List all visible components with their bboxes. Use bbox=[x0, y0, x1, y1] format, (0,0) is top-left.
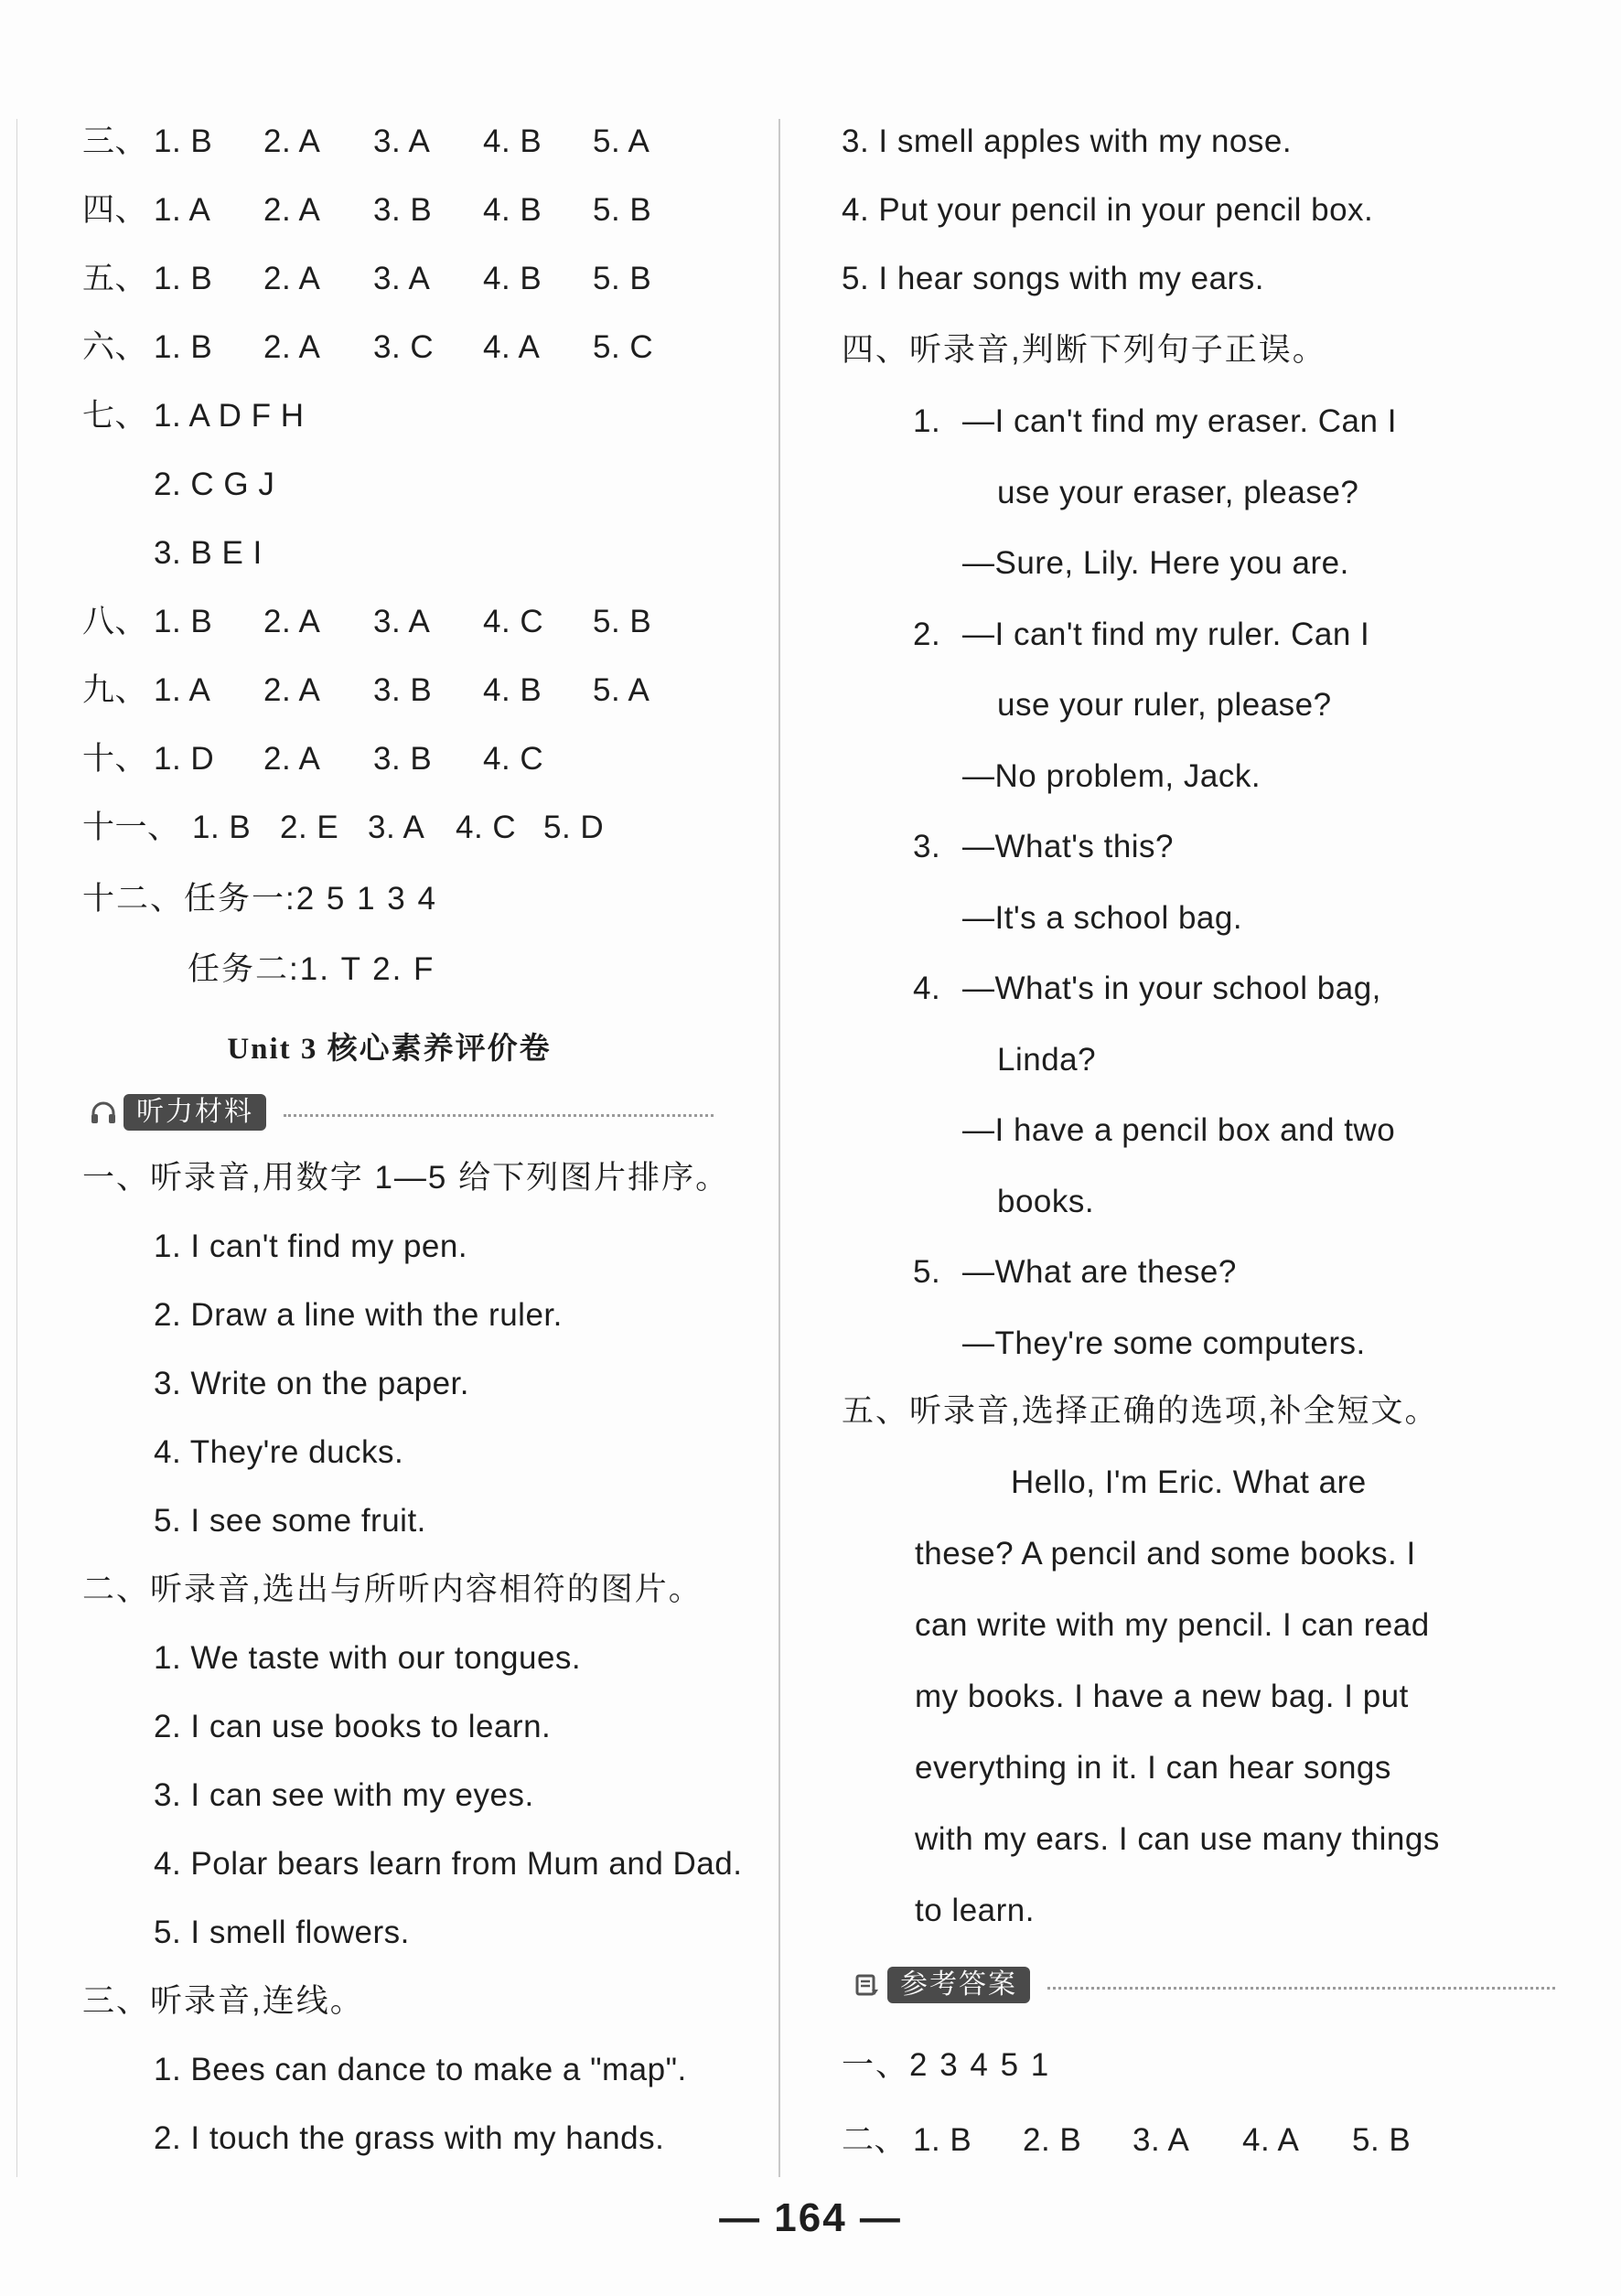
answer-row bbox=[82, 467, 275, 502]
task-row-2: 任务二:1. T 2. F bbox=[188, 951, 435, 987]
answer-badge: 参考答案 bbox=[887, 1967, 1030, 2003]
answer-item: 3. A bbox=[373, 604, 431, 639]
answer-item: 4. B bbox=[483, 261, 542, 296]
q1-title: 一、听录音,用数字 1—5 给下列图片排序。 bbox=[82, 1160, 730, 1196]
answer-item: 3. B bbox=[373, 672, 433, 708]
answer-item: 2. B bbox=[1023, 2122, 1082, 2158]
answer-item: 3. C bbox=[373, 329, 435, 365]
answer-item: 1. B bbox=[913, 2122, 972, 2158]
answer-item: 1. B bbox=[192, 810, 252, 845]
q4-dialogue-line: —What's in your school bag, bbox=[962, 971, 1381, 1006]
answer-row bbox=[82, 743, 593, 775]
q4-dialogue-line: —It's a school bag. bbox=[962, 899, 1243, 936]
q4-dialogue-line: books. bbox=[997, 1183, 1095, 1219]
answer-item: 3. B bbox=[373, 741, 433, 777]
q5-passage-line: with my ears. I can use many things bbox=[915, 1821, 1440, 1857]
answer-row-label: 六、 bbox=[82, 329, 148, 365]
q4-dialogue-line: —What's this? bbox=[962, 829, 1175, 864]
answer-row bbox=[82, 331, 703, 363]
answer-book-icon bbox=[851, 1969, 884, 2001]
answer-item: 5. D bbox=[543, 810, 605, 845]
answer-item: 4. C bbox=[483, 741, 544, 777]
q4-item-number: 1. bbox=[913, 403, 941, 439]
answer-item: 2. A bbox=[263, 261, 321, 296]
q1-item: 3. Write on the paper. bbox=[154, 1366, 470, 1401]
answer-item: 4. B bbox=[483, 672, 542, 708]
answer-item: 2. A bbox=[263, 741, 321, 777]
answer-item: 1. B bbox=[154, 261, 213, 296]
answer-row bbox=[82, 606, 703, 638]
answer-item: 4. A bbox=[483, 329, 541, 365]
answer-item: 1. B bbox=[154, 604, 213, 639]
q4-dialogue-line: —I can't find my ruler. Can I bbox=[962, 616, 1370, 652]
listening-section-header bbox=[87, 1094, 718, 1131]
answer-row-2 bbox=[842, 2124, 1462, 2156]
answer-row-label: 二、 bbox=[842, 2122, 907, 2158]
answer-item: 5. A bbox=[593, 672, 650, 708]
q1-item: 1. I can't find my pen. bbox=[154, 1228, 468, 1264]
q3-item: 5. I hear songs with my ears. bbox=[842, 261, 1264, 296]
q4-dialogue-line: —I can't find my eraser. Can I bbox=[962, 403, 1397, 439]
answer-item: 2. A bbox=[263, 329, 321, 365]
answer-row bbox=[82, 811, 631, 843]
q4-dialogue-line: use your ruler, please? bbox=[997, 687, 1332, 723]
q3-item: 4. Put your pencil in your pencil box. bbox=[842, 192, 1374, 228]
answer-row-label: 三、 bbox=[82, 123, 148, 159]
answer-item: 1. A bbox=[154, 672, 211, 708]
q2-item: 4. Polar bears learn from Mum and Dad. bbox=[154, 1846, 743, 1882]
headphones-icon bbox=[87, 1096, 120, 1129]
dotted-rule bbox=[1047, 1987, 1555, 1990]
q3-item: 3. I smell apples with my nose. bbox=[842, 123, 1293, 159]
answer-item: 3. A bbox=[373, 261, 431, 296]
q5-passage-line: these? A pencil and some books. I bbox=[915, 1536, 1416, 1572]
answer-item: 2. C G J bbox=[154, 467, 275, 502]
q5-title: 五、听录音,选择正确的选项,补全短文。 bbox=[842, 1393, 1439, 1429]
listening-badge: 听力材料 bbox=[123, 1094, 266, 1131]
dotted-rule bbox=[284, 1114, 714, 1117]
answer-item: 3. A bbox=[368, 810, 425, 845]
q2-title: 二、听录音,选出与所听内容相符的图片。 bbox=[82, 1572, 703, 1607]
unit-title: Unit 3 核心素养评价卷 bbox=[227, 1033, 552, 1066]
answer-item: 4. B bbox=[483, 192, 542, 228]
answer-item: 2. A bbox=[263, 192, 321, 228]
answer-item: 2. A bbox=[263, 672, 321, 708]
answer-item: 5. C bbox=[593, 329, 654, 365]
answer-item: 4. C bbox=[456, 810, 517, 845]
answer-item: 3. B E I bbox=[154, 535, 263, 571]
answer-item: 4. B bbox=[483, 123, 542, 159]
q1-item: 4. They're ducks. bbox=[154, 1434, 404, 1470]
q4-dialogue-line: —They're some computers. bbox=[962, 1325, 1366, 1361]
q4-dialogue-line: —No problem, Jack. bbox=[962, 757, 1261, 794]
answer-item: 1. B bbox=[154, 329, 213, 365]
q2-item: 1. We taste with our tongues. bbox=[154, 1640, 582, 1676]
answer-item: 4. A bbox=[1242, 2122, 1300, 2158]
q4-item-number: 3. bbox=[913, 829, 941, 864]
answer-item: 1. A bbox=[154, 192, 211, 228]
q5-passage-line: Hello, I'm Eric. What are bbox=[1011, 1465, 1367, 1500]
answer-row-label: 七、 bbox=[82, 398, 148, 434]
answer-row-label: 九、 bbox=[82, 672, 148, 708]
q5-passage-line: my books. I have a new bag. I put bbox=[915, 1679, 1409, 1714]
answer-row-label: 十一、 bbox=[82, 810, 180, 845]
q2-item: 5. I smell flowers. bbox=[154, 1915, 410, 1950]
answer-row bbox=[82, 398, 305, 434]
answer-item: 1. D bbox=[154, 741, 215, 777]
q4-dialogue-line: use your eraser, please? bbox=[997, 474, 1359, 510]
answer-row bbox=[82, 537, 263, 569]
answer-row bbox=[82, 674, 703, 706]
answer-row bbox=[82, 194, 703, 226]
answer-item: 2. A bbox=[263, 123, 321, 159]
q4-dialogue-line: —What are these? bbox=[962, 1254, 1237, 1290]
q5-passage-line: everything in it. I can hear songs bbox=[915, 1750, 1391, 1786]
answer-section-header bbox=[851, 1967, 1583, 2003]
q4-title: 四、听录音,判断下列句子正误。 bbox=[842, 332, 1326, 368]
answer-row bbox=[82, 263, 703, 295]
q4-dialogue-line: —Sure, Lily. Here you are. bbox=[962, 545, 1349, 581]
q3-title: 三、听录音,连线。 bbox=[82, 1983, 364, 2019]
answer-item: 3. B bbox=[373, 192, 433, 228]
answer-row-label: 十、 bbox=[82, 741, 148, 777]
answer-item: 5. B bbox=[1352, 2122, 1412, 2158]
q2-item: 2. I can use books to learn. bbox=[154, 1709, 552, 1744]
q5-passage-line: can write with my pencil. I can read bbox=[915, 1607, 1430, 1643]
q4-item-number: 4. bbox=[913, 971, 941, 1006]
q5-passage-line: to learn. bbox=[915, 1893, 1035, 1928]
q2-item: 3. I can see with my eyes. bbox=[154, 1777, 534, 1813]
answer-row bbox=[82, 125, 703, 157]
page-number: — 164 — bbox=[719, 2195, 902, 2240]
answer-item: 5. B bbox=[593, 604, 652, 639]
answer-item: 2. E bbox=[280, 810, 339, 845]
q1-item: 5. I see some fruit. bbox=[154, 1503, 426, 1539]
q4-item-number: 2. bbox=[913, 616, 941, 652]
q1-item: 2. Draw a line with the ruler. bbox=[154, 1297, 563, 1333]
answer-row-label: 四、 bbox=[82, 192, 148, 228]
answer-row-1: 一、2 3 4 5 1 bbox=[842, 2047, 1051, 2083]
column-divider bbox=[778, 119, 780, 2177]
answer-item: 4. C bbox=[483, 604, 544, 639]
answer-item: 3. A bbox=[373, 123, 431, 159]
answer-item: 5. A bbox=[593, 123, 650, 159]
answer-item: 5. B bbox=[593, 192, 652, 228]
answer-item: 1. B bbox=[154, 123, 213, 159]
answer-row-label: 五、 bbox=[82, 261, 148, 296]
answer-item: 5. B bbox=[593, 261, 652, 296]
q4-item-number: 5. bbox=[913, 1254, 941, 1290]
answer-row-label: 八、 bbox=[82, 604, 148, 639]
q3-item: 2. I touch the grass with my hands. bbox=[154, 2120, 665, 2156]
page-edge-line bbox=[16, 119, 17, 2177]
answer-item: 3. A bbox=[1133, 2122, 1190, 2158]
answer-item: 2. A bbox=[263, 604, 321, 639]
q4-dialogue-line: —I have a pencil box and two bbox=[962, 1112, 1396, 1148]
q4-dialogue-line: Linda? bbox=[997, 1041, 1097, 1078]
task-row-1: 十二、任务一:2 5 1 3 4 bbox=[82, 881, 437, 917]
answer-item: 1. A D F H bbox=[154, 398, 305, 434]
q3-item: 1. Bees can dance to make a "map". bbox=[154, 2052, 687, 2087]
